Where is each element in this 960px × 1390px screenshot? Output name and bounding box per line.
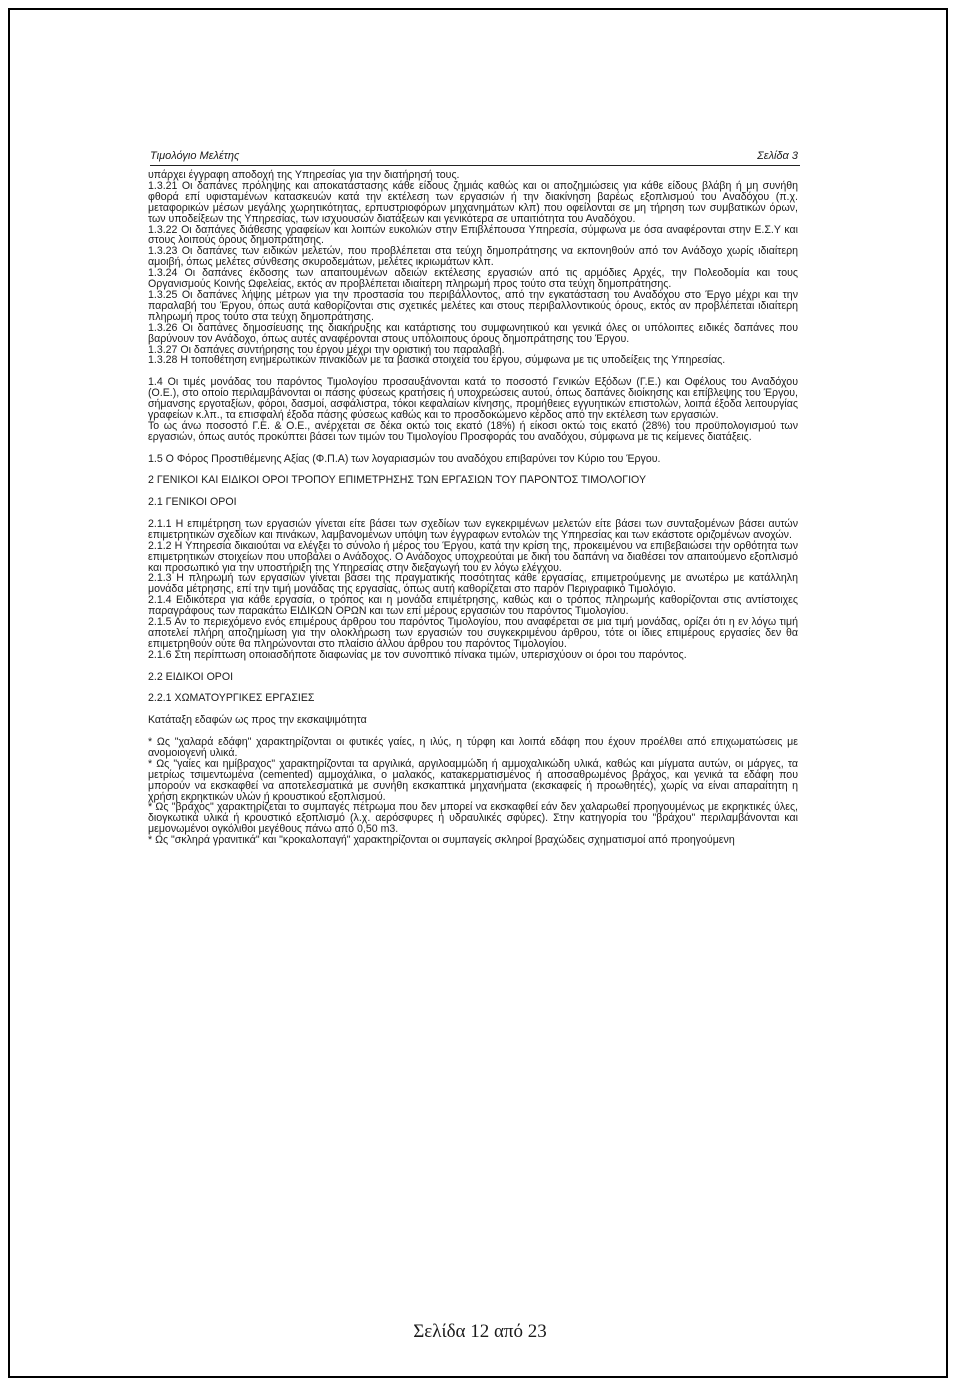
paragraph-spacer	[148, 661, 798, 672]
paragraph: 2.1.5 Αν το περιεχόμενο ενός επιμέρους άρθρου του παρόντος Τιμολογίου, που αναφέρεται σε μια τιμή μονάδας, ορίζει ότι η εν λόγω τιμή αποτελεί πλήρη αποζημίωση για την ολοκλήρωση των εργασιών του συγκεκριμένου άρθρου, τότε οι ίδιες επιμέρους εργασίες δεν θα επιμετρηθούν ούτε θα πληρώνονται στο πλαίσιο άλλου άρθρου του παρόντος Τιμολογίου.	[148, 616, 798, 650]
header-page-number: Σελίδα 3	[757, 150, 798, 162]
paragraph: * Ως "γαίες και ημίβραχος" χαρακτηρίζονται τα αργιλικά, αργιλοαμμώδη ή αμμοχαλικώδη υλικά, καθώς και μίγματα αυτών, οι μάργες, τα μετρίως τσιμεντωμένα (cemented) αμμοχάλικα, ο μαλακός, κατακερματισμένος ή αποσαθρωμένος βράχος, και γενικά τα εδάφη που μπορούν να εκσκαφθεί να αποτελεσματικά με συνήθη εκσκαπτικά μηχανήματα (εκσκαφείς ή προωθητές), χωρίς να είναι απαραίτητη η χρήση εκρηκτικών υλών ή κρουστικού εξοπλισμού.	[148, 757, 798, 803]
paragraph: 2.1.1 Η επιμέτρηση των εργασιών γίνεται είτε βάσει των σχεδίων των εγκεκριμένων μελετών είτε βάσει των συνταξομένων βάσει αυτών επιμετρητικών σχεδίων και πινάκων, λαμβανομένων υπόψη των έγγραφων εντολών της Υπηρεσίας και των εκάστοτε οριζομένων ανοχών.	[148, 517, 798, 541]
running-header	[150, 150, 798, 162]
paragraph: * Ως "σκληρά γρανιτικά" και "κροκαλοπαγή" χαρακτηρίζονται οι συμπαγείς σκληροί βραχώδεις σχηματισμοί από προηγούμενη	[148, 834, 735, 847]
paragraph: 1.3.24 Οι δαπάνες έκδοσης των απαιτουμένων αδειών εκτέλεσης εργασιών από τις αρμόδιες Αρχές, την Πολεοδομία και τους Οργανισμούς Κοινής Ωφελείας, εκτός αν προβλέπεται ιδιαίτερη πληρωμή προς τούτο στα τεύχη δημοπράτησης.	[148, 267, 798, 291]
paragraph: 1.3.27 Οι δαπάνες συντήρησης του έργου μέχρι την οριστική του παραλαβή.	[148, 343, 505, 356]
paragraph: 2.2.1 ΧΩΜΑΤΟΥΡΓΙΚΕΣ ΕΡΓΑΣΙΕΣ	[148, 692, 315, 705]
paragraph: 1.3.21 Οι δαπάνες πρόληψης και αποκατάστασης κάθε είδους ζημιάς καθώς και οι αποζημιώσεις για κάθε είδους βλάβη ή μη συνήθη φθορά επί υφισταμένων κατασκευών κατά την εκτέλεση των εργασιών ή την διακίνηση βαρέως εξοπλισμού του Αναδόχου (π.χ. μεταφορικών μέσων μεγάλης χωρητικότητας, ερπυστριοφόρων μηχανημάτων κλπ) που οφείλονται σε μη τήρηση των συμβατικών όρων, των υποδείξεων της Υπηρεσίας, των ισχυουσών διατάξεων και γενικότερα σε υπαιτιότητα του Αναδόχου.	[148, 179, 798, 225]
paragraph: 1.5 Ο Φόρος Προστιθέμενης Αξίας (Φ.Π.Α) των λογαριασμών του αναδόχου επιβαρύνει τον Κύριο του Έργου.	[148, 452, 661, 465]
paragraph: 2.2 ΕΙΔΙΚΟΙ ΟΡΟΙ	[148, 670, 234, 683]
paragraph: * Ως "βράχος" χαρακτηρίζεται το συμπαγές πέτρωμα που δεν μπορεί να εκσκαφθεί εάν δεν χαλαρωθεί προηγουμένως με εκρηκτικές ύλες, διογκωτικά υλικά ή κρουστικό εξοπλισμό (λ.χ. αερόσφυρες ή υδραυλικές σφύρες). Στην κατηγορία του "βράχου" περιλαμβάνονται και μεμονωμένοι ογκόλιθοι μεγέθους πάνω από 0,50 m3.	[148, 801, 798, 836]
paragraph: 1.3.25 Οι δαπάνες λήψης μέτρων για την προστασία του περιβάλλοντος, από την εγκατάσταση του Αναδόχου στο Έργο μέχρι και την παραλαβή του Έργου, όπως αυτά καθορίζονται στις σχετικές μελέτες και στους περιβαλλοντικούς όρους, εκτός αν προβλέπεται ιδιαίτερη πληρωμή προς τούτο στα τεύχη δημοπράτησης.	[148, 288, 798, 323]
header-rule	[150, 165, 800, 166]
paragraph: 2 ΓΕΝΙΚΟΙ ΚΑΙ ΕΙΔΙΚΟΙ ΟΡΟΙ ΤΡΟΠΟΥ ΕΠΙΜΕΤΡΗΣΗΣ ΤΩΝ ΕΡΓΑΣΙΩΝ ΤΟΥ ΠΑΡΟΝΤΟΣ ΤΙΜΟΛΟΓΙΟΥ	[148, 474, 647, 487]
paragraph: Κατάταξη εδαφών ως προς την εκσκαψιμότητα	[148, 714, 367, 727]
paragraph: 2.1.3 Η πληρωμή των εργασιών γίνεται βάσει της πραγματικής ποσότητας κάθε εργασίας, επιμετρούμενης με ανωτέρω με κατάλληλη μονάδα μέτρησης, επί την τιμή μονάδας της εργασίας, όπως αυτή καθορίζεται στο παρόν Περιγραφικό Τιμολόγιο.	[148, 572, 798, 596]
paragraph-spacer	[148, 486, 798, 497]
paragraph: 1.3.26 Οι δαπάνες δημοσίευσης της διακήρυξης και κατάρτισης του συμφωνητικού και γενικά όλες οι υπόλοιπες ειδικές δαπάνες που βαρύνουν τον Ανάδοχο, όπως αυτές αναφέρονται στους υπόλοιπους όρους δημοπράτησης του Έργου.	[148, 321, 798, 345]
document-body	[148, 170, 798, 846]
paragraph: υπάρχει έγγραφη αποδοχή της Υπηρεσίας για την διατήρησή τους.	[148, 169, 460, 181]
paragraph: * Ως "χαλαρά εδάφη" χαρακτηρίζονται οι φυτικές γαίες, η ιλύς, η τύρφη και λοιπά εδάφη που έχουν προέλθει από επιχωματώσεις με ανομοιογενή υλικά.	[148, 735, 798, 759]
paragraph: 2.1.2 Η Υπηρεσία δικαιούται να ελέγξει το σύνολο ή μέρος του Έργου, κατά την κρίση της, προκειμένου να επιβεβαιώσει την ορθότητα των επιμετρητικών στοιχείων που υποβάλει ο Ανάδοχος. Ο Ανάδοχος υποχρεούται με δική του δαπάνη να διαθέσει τον απαιτούμενο εξοπλισμό και προσωπικό για την υποστήριξη της Υπηρεσίας στην διεξαγωγή του εν λόγω ελέγχου.	[148, 539, 798, 574]
paragraph: 1.3.23 Οι δαπάνες των ειδικών μελετών, που προβλέπεται στα τεύχη δημοπράτησης να εκπονηθούν από τον Ανάδοχο χωρίς ιδιαίτερη αμοιβή, όπως μελέτες σύνθεσης σκυροδεμάτων, μελέτες ικριωμάτων κλπ.	[148, 245, 798, 269]
paragraph-spacer	[148, 443, 798, 454]
paragraph: 2.1.4 Ειδικότερα για κάθε εργασία, ο τρόπος και η μονάδα επιμέτρησης, καθώς και ο τρόπος πληρωμής καθορίζονται στις αντίστοιχες παραγράφους των παρακάτω ΕΙΔΙΚΩΝ ΟΡΩΝ και των επί μέρους εργασιών του παρόντος Τιμολογίου.	[148, 594, 798, 618]
page-footer: Σελίδα 12 από 23	[413, 1321, 547, 1342]
paragraph: 1.4 Οι τιμές μονάδας του παρόντος Τιμολογίου προσαυξάνονται κατά το ποσοστό Γενικών Εξόδων (Γ.Ε.) και Οφέλους του Αναδόχου (Ο.Ε.), στο οποίο περιλαμβάνονται οι πάσης φύσεως κρατήσεις ή υποχρεώσεις αυτού, όπως δαπάνες διοίκησης και επίβλεψης του Έργου, σήμανσης εργοταξίων, φόροι, δασμοί, ασφάλιστρα, τόκοι κεφαλαίων κίνησης, προμήθειες εγγυητικών επιστολών, λοιπά έξοδα λειτουργίας γραφείων κ.λπ., τα επισφαλή έξοδα πάσης φύσεως καθώς και το προσδοκώμενο κέρδος από την εκτέλεση των εργασιών.	[148, 376, 798, 421]
paragraph: Το ως άνω ποσοστό Γ.Ε. & Ο.Ε., ανέρχεται σε δέκα οκτώ τοις εκατό (18%) ή είκοσι οκτώ τοις εκατό (28%) του προϋπολογισμού των εργασιών, όπως αυτός προκύπτει βάσει των τιμών του Τιμολογίου Προσφοράς του αναδόχου, σύμφωνα με τις κείμενες διατάξεις.	[148, 419, 798, 443]
paragraph: 1.3.22 Οι δαπάνες διάθεσης γραφείων και λοιπών ευκολιών στην Επιβλέπουσα Υπηρεσία, σύμφωνα με όσα αναφέρονται στην Ε.Σ.Υ και στους λοιπούς όρους δημοπράτησης.	[148, 223, 798, 247]
paragraph: 2.1 ΓΕΝΙΚΟΙ ΟΡΟΙ	[148, 496, 237, 509]
paragraph: 1.3.28 Η τοποθέτηση ενημερωτικών πινακίδων με τα βασικά στοιχεία του έργου, σύμφωνα με τις υποδείξεις της Υπηρεσίας.	[148, 354, 726, 367]
paragraph: 2.1.6 Στη περίπτωση οποιασδήποτε διαφωνίας με τον συνοπτικό πίνακα τιμών, υπερισχύουν οι όροι του παρόντος.	[148, 648, 687, 661]
document-title: Τιμολόγιο Μελέτης	[150, 150, 240, 162]
